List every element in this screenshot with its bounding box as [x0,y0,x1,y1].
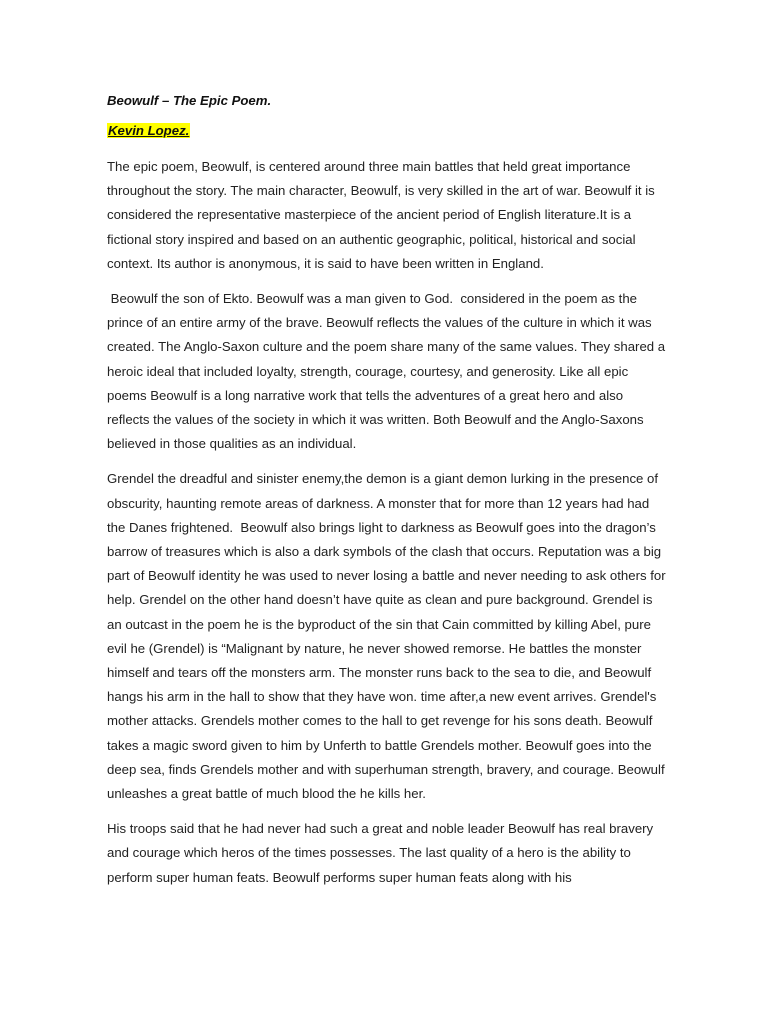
author-line [107,119,667,143]
paragraph-2: Beowulf the son of Ekto. Beowulf was a man given to God. considered in the poem as the prince of an entire army of the brave. Beowulf reflects the values of the culture in which it was created. The Anglo-Saxon culture and the poem share many of the same values. They shared a heroic ideal that included loyalty, strength, courage, courtesy, and generosity. Like all epic poems Beowulf is a long narrative work that tells the adventures of a great hero and also reflects the values of the society in which it was written. Both Beowulf and the Anglo-Saxons believed in those qualities as an individual. [107,291,669,452]
author-name: Kevin Lopez. [108,123,190,138]
paragraph-4: His troops said that he had never had such a great and noble leader Beowulf has real bravery and courage which heros of the times possesses. The last quality of a hero is the ability to perform super human feats. Beowulf performs super human feats along with his [107,821,657,885]
paragraph-1: The epic poem, Beowulf, is centered around three main battles that held great importance throughout the story. The main character, Beowulf, is very skilled in the art of war. Beowulf it is considered the representative masterpiece of the ancient period of English literature.It is a fictional story inspired and based on an authentic geographic, political, historical and social context. Its author is anonymous, it is said to have been written in England. [107,159,659,271]
document-body [107,91,670,901]
paragraph-3: Grendel the dreadful and sinister enemy,the demon is a giant demon lurking in the presence of obscurity, haunting remote areas of darkness. A monster that for more than 12 years had had the Danes frightened. Beowulf also brings light to darkness as Beowulf goes into the dragon’s barrow of treasures which is also a dark symbols of the clash that occurs. Reputation was a big part of Beowulf identity he was used to never losing a battle and never needing to ask others for help. Grendel on the other hand doesn’t have quite as clean and pure background. Grendel is an outcast in the poem he is the byproduct of the sin that Cain committed by killing Abel, pure evil he (Grendel) is “Malignant by nature, he never showed remorse. He battles the monster himself and tears off the monsters arm. The monster runs back to the sea to die, and Beowulf hangs his arm in the hall to show that they have won. time after,a new event arrives. Grendel's mother attacks. Grendels mother comes to the hall to get revenge for his sons death. Beowulf takes a magic sword given to him by Unferth to battle Grendels mother. Beowulf goes into the deep sea, finds Grendels mother and with superhuman strength, bravery, and courage. Beowulf unleashes a great battle of much blood the he kills her. [107,471,670,802]
document-title: Beowulf – The Epic Poem. [107,93,272,108]
